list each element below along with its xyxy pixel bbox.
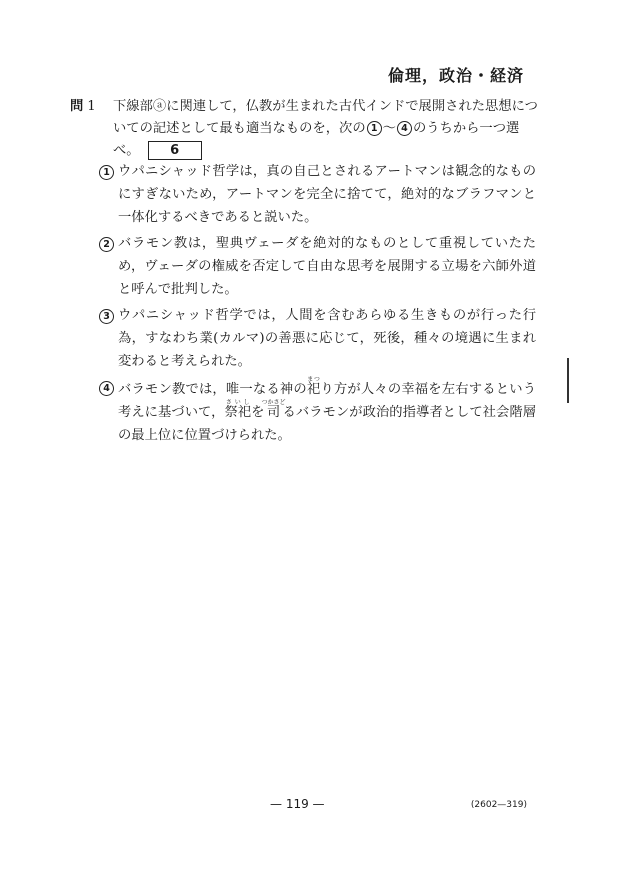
choice-list — [98, 160, 536, 450]
range-end-marker: 4 — [397, 121, 412, 136]
choice-number-3: 3 — [99, 309, 114, 324]
choice-text-2: バラモン教は，聖典ヴェーダを絶対的なものとして重視していたため，ヴェーダの権威を否定して自由な思考を展開する立場を六師外道と呼んで批判した。 — [118, 236, 536, 297]
range-start-marker: 1 — [367, 121, 382, 136]
choice-item-4[interactable] — [98, 376, 536, 447]
choice-text-4: バラモン教では，唯一なる神の祀まつり方が人々の幸福を左右するという考えに基づいて，祭祀さいしを司つかさどるバラモンが政治的指導者として社会階層の最上位に位置づけられた。 — [118, 376, 537, 443]
document-code: (2602—319) — [470, 800, 527, 810]
subject-title: 倫理，政治・経済 — [387, 66, 524, 85]
ruby-tsukasadoru: 司つかさど — [261, 399, 286, 420]
choice-text-1: ウパニシャッド哲学は，真の自己とされるアートマンは観念的なものにすぎないため，アートマンを完全に捨てて，絶対的なブラフマンと一体化するべきであると説いた。 — [118, 164, 536, 225]
choice-item-1[interactable] — [98, 160, 536, 229]
margin-line — [567, 358, 569, 403]
question-block — [70, 96, 540, 162]
ruby-saishi: 祭祀さいし — [224, 399, 252, 420]
choice-number-4: 4 — [99, 381, 114, 396]
ruby-matsu: 祀まつ — [306, 376, 321, 397]
choice-item-2[interactable] — [98, 232, 536, 301]
question-label: 問 1 — [70, 99, 96, 114]
choice-text-3: ウパニシャッド哲学では，人間を含むあらゆる生きものが行った行為，すなわち業(カルマ)の善悪に応じて，死後，種々の境遇に生まれ変わると考えられた。 — [118, 308, 536, 369]
answer-box[interactable]: 6 — [148, 141, 202, 160]
page-number: — 119 — — [270, 797, 325, 811]
question-text: 下線部ⓐに関連して，仏教が生まれた古代インドで展開された思想についての記述として最も適当なものを，次の 1 〜 4 のうちから一つ選べ。 6 — [113, 99, 538, 158]
choice-number-2: 2 — [99, 237, 114, 252]
choice-item-3[interactable] — [98, 304, 536, 373]
choice-number-1: 1 — [99, 165, 114, 180]
